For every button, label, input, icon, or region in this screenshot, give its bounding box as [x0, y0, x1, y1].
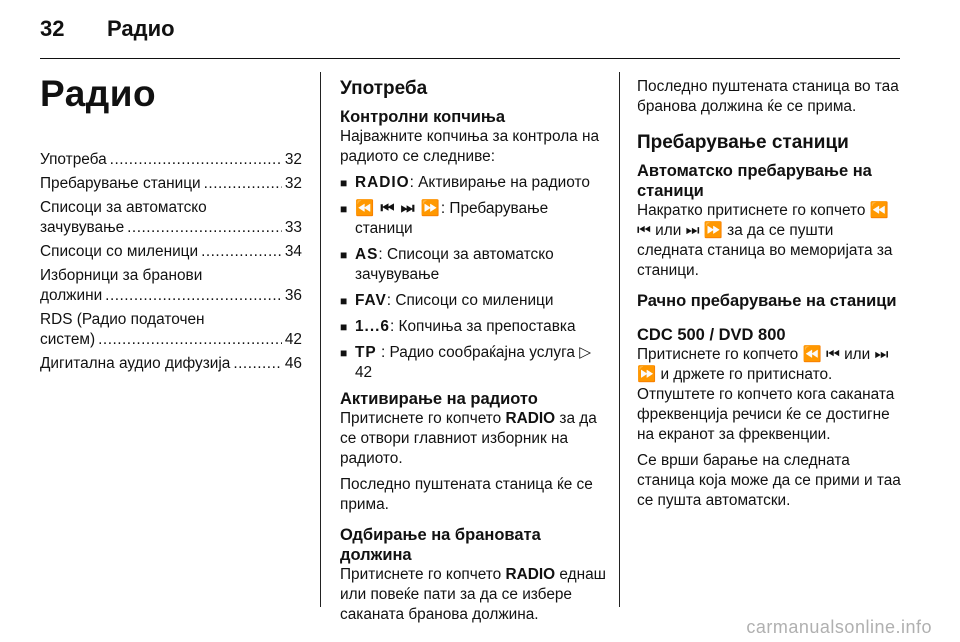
bullet-icon: ■ — [340, 202, 348, 216]
control-separator: : — [409, 174, 419, 191]
toc-entry[interactable] — [40, 354, 302, 374]
activate-paragraph: Притиснете го копчето RADIO за да се отвори главниот изборник на радиото. — [340, 410, 597, 467]
table-of-contents — [40, 150, 302, 378]
toc-entry[interactable] — [40, 310, 302, 350]
toc-entry-title: RDS (Радио податочен — [40, 311, 205, 328]
control-list-item — [340, 199, 608, 239]
toc-page-number: 32 — [284, 175, 302, 192]
toc-leader-dots — [98, 330, 282, 350]
toc-entry-title: Дигитална аудио дифузија — [40, 355, 231, 372]
station-search-column — [637, 77, 903, 517]
toc-entry-title: должини — [40, 287, 103, 304]
control-separator: : — [389, 318, 399, 335]
activate-note: Последно пуштената станица ќе се прима. — [340, 476, 593, 513]
control-description: Списоци за автоматско зачувување — [355, 246, 554, 283]
usage-heading: Употреба — [340, 78, 428, 99]
toc-leader-dots — [204, 174, 282, 194]
search-heading: Пребарување станици — [637, 132, 849, 153]
control-list-item — [340, 291, 608, 311]
band-title: Одбирање на брановата должина — [340, 526, 541, 564]
toc-leader-dots — [127, 218, 282, 238]
control-list-item — [340, 343, 608, 383]
toc-page-number: 34 — [284, 243, 302, 260]
control-description: Активирање на радиото — [418, 174, 590, 191]
toc-entry-title: Употреба — [40, 151, 107, 168]
toc-page-number: 42 — [284, 331, 302, 348]
auto-search-title: Автоматско пребарување на станици — [637, 162, 872, 200]
control-key-label: ⏪ ⏮ ⏭ ⏩ — [355, 200, 441, 217]
control-separator: : — [376, 344, 390, 361]
control-separator: : — [378, 246, 387, 263]
toc-leader-dots — [110, 150, 282, 170]
toc-entry-title: зачувување — [40, 219, 125, 236]
toc-leader-dots — [105, 286, 282, 306]
manual-search-paragraph: Притиснете го копчето ⏪ ⏮ или ⏭ ⏩ и држете го притиснато. Отпуштете го копчето кога саканата фреквенција речиси ќе се достигне на екранот за фреквенции. — [637, 346, 895, 443]
control-description: Копчиња за препоставка — [398, 318, 576, 335]
controls-list — [340, 173, 608, 383]
band-paragraph: Притиснете го копчето RADIO еднаш или повеќе пати за да се избере саканата бранова должина. — [340, 566, 606, 623]
toc-page-number: 36 — [284, 287, 302, 304]
toc-entry[interactable] — [40, 174, 302, 194]
running-header-title: Радио — [107, 16, 175, 41]
control-key-label: AS — [355, 246, 379, 263]
toc-entry-title: Пребарување станици — [40, 175, 201, 192]
header-rule — [40, 58, 900, 59]
toc-entry[interactable] — [40, 242, 302, 262]
toc-entry[interactable] — [40, 266, 302, 306]
toc-entry-title: Списоци за автоматско — [40, 199, 207, 216]
band-note: Последно пуштената станица во таа бранова должина ќе се прима. — [637, 78, 899, 115]
manual-search-title: Рачно пребарување на станици — [637, 292, 897, 310]
activate-title: Активирање на радиото — [340, 390, 538, 408]
toc-page-number: 33 — [284, 219, 302, 236]
control-separator: : — [440, 200, 450, 217]
page-number: 32 — [40, 16, 65, 41]
toc-entry-title: Списоци со миленици — [40, 243, 199, 260]
watermark: carmanualsonline.info — [746, 617, 932, 637]
controls-intro: Најважните копчиња за контрола на радиото се следниве: — [340, 128, 600, 165]
control-key-label: RADIO — [355, 174, 410, 191]
control-key-label: 1...6 — [355, 318, 390, 335]
bullet-icon: ■ — [340, 248, 348, 262]
toc-entry[interactable] — [40, 198, 302, 238]
chapter-title: Радио — [40, 73, 157, 114]
bullet-icon: ■ — [340, 176, 348, 190]
column-divider-left — [320, 72, 321, 607]
toc-leader-dots — [233, 354, 282, 374]
control-list-item — [340, 245, 608, 285]
manual-search-note: Се врши барање на следната станица која може да се прими и таа се пушта автоматски. — [637, 452, 901, 509]
toc-entry[interactable] — [40, 150, 302, 170]
model-title: CDC 500 / DVD 800 — [637, 326, 786, 344]
bullet-icon: ■ — [340, 346, 348, 360]
control-list-item — [340, 317, 608, 337]
toc-leader-dots — [201, 242, 282, 262]
usage-column — [340, 77, 608, 631]
toc-page-number: 32 — [284, 151, 302, 168]
toc-page-number: 46 — [284, 355, 302, 372]
control-description: Радио сообраќајна услуга ▷ 42 — [355, 344, 592, 381]
column-divider-right — [619, 72, 620, 607]
control-description: Пребарување станици — [355, 200, 549, 237]
control-list-item — [340, 173, 608, 193]
control-description: Списоци со миленици — [395, 292, 554, 309]
control-key-label: TP — [355, 344, 377, 361]
toc-entry-title: Изборници за бранови — [40, 267, 203, 284]
auto-search-paragraph: Накратко притиснете го копчето ⏪ ⏮ или ⏭ ⏩ за да се пушти следната станица во меморијата за станици. — [637, 202, 893, 279]
control-key-label: FAV — [355, 292, 387, 309]
bullet-icon: ■ — [340, 320, 348, 334]
controls-title: Контролни копчиња — [340, 108, 506, 126]
bullet-icon: ■ — [340, 294, 348, 308]
control-separator: : — [386, 292, 396, 309]
toc-entry-title: систем) — [40, 331, 96, 348]
